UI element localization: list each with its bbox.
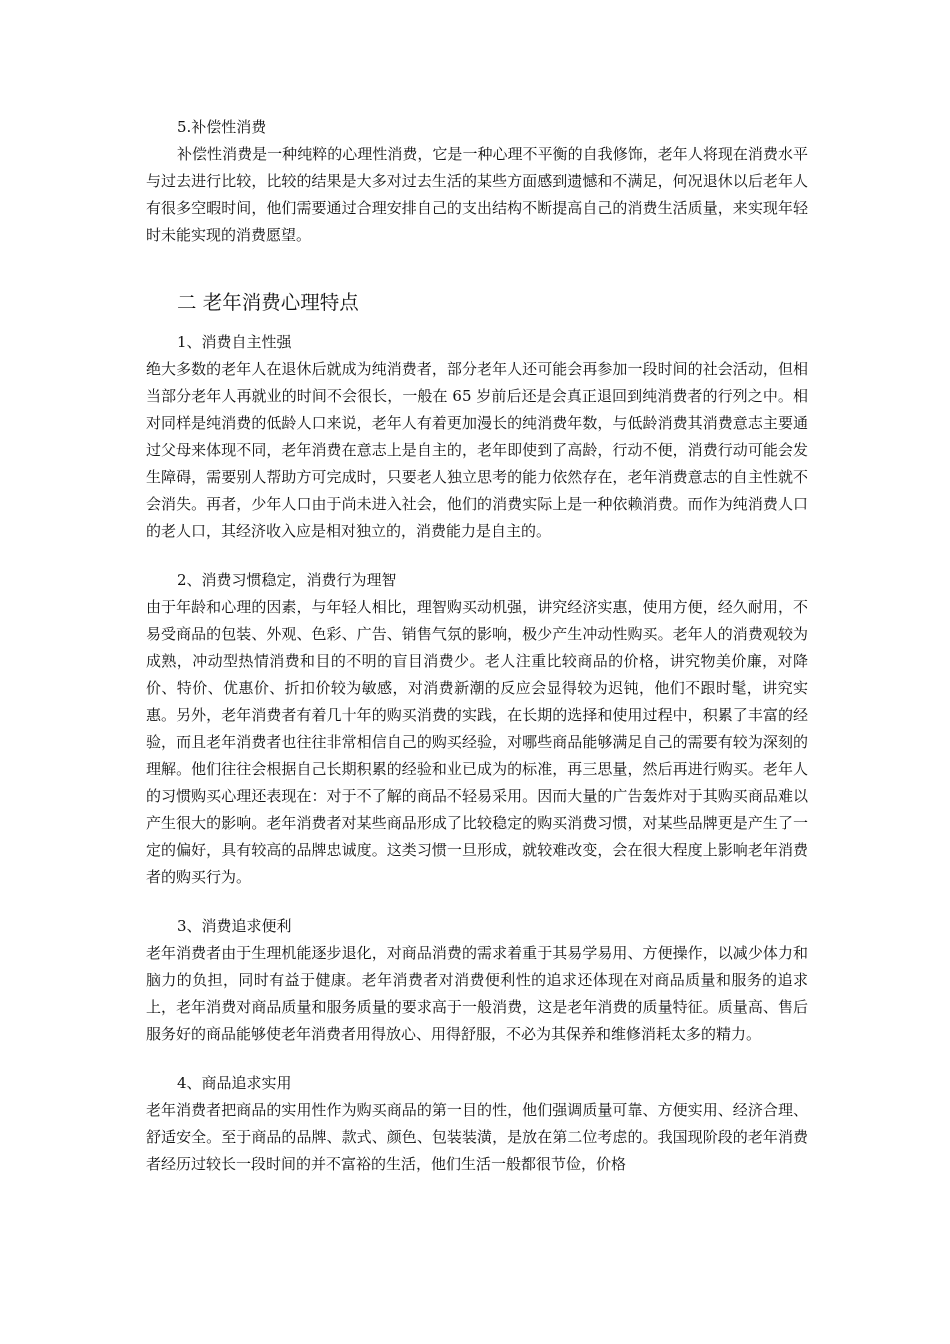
section-5-paragraph: 补偿性消费是一种纯粹的心理性消费，它是一种心理不平衡的自我修饰，老年人将现在消费水平与过去进行比较，比较的结果是大多对过去生活的某些方面感到遗憾和不满足，何况退休以后老年人有很多空暇时间，他们需要通过合理安排自己的支出结构不断提高自己的消费生活质量，来实现年轻时未能实现的消费愿望。 (146, 145, 808, 244)
item-1-paragraph: 绝大多数的老年人在退休后就成为纯消费者，部分老年人还可能会再参加一段时间的社会活动，但相当部分老年人再就业的时间不会很长，一般在 65 岁前后还是会真正退回到纯消费者的行列之中。相对同样是纯消费的低龄人口来说，老年人有着更加漫长的纯消费年数，与低龄消费其消费意志主要通过父母来体现不同，老年消费在意志上是自主的，老年即使到了高龄，行动不便，消费行动可能会发生障碍，需要别人帮助方可完成时，只要老人独立思考的能力依然存在，老年消费意志的自主性就不会消失。再者，少年人口由于尚未进入社会，他们的消费实际上是一种依赖消费。而作为纯消费人口的老人口，其经济收入应是相对独立的，消费能力是自主的。 (146, 360, 808, 540)
chapter-2-title: 二 老年消费心理特点 (177, 291, 359, 314)
section-5-heading: 5.补偿性消费 (177, 118, 267, 136)
item-3-heading: 3、消费追求便利 (177, 917, 292, 935)
document-body (146, 116, 808, 1178)
item-2-heading: 2、消费习惯稳定，消费行为理智 (177, 571, 397, 589)
item-4-paragraph: 老年消费者把商品的实用性作为购买商品的第一目的性，他们强调质量可靠、方便实用、经济合理、舒适安全。至于商品的品牌、款式、颜色、包装装潢，是放在第二位考虑的。我国现阶段的老年消费者经历过较长一段时间的并不富裕的生活，他们生活一般都很节俭，价格 (146, 1101, 808, 1173)
item-4-heading: 4、商品追求实用 (177, 1074, 292, 1092)
item-3-paragraph: 老年消费者由于生理机能逐步退化，对商品消费的需求着重于其易学易用、方便操作，以减少体力和脑力的负担，同时有益于健康。老年消费者对消费便利性的追求还体现在对商品质量和服务的追求上，老年消费对商品质量和服务质量的要求高于一般消费，这是老年消费的质量特征。质量高、售后服务好的商品能够使老年消费者用得放心、用得舒服，不必为其保养和维修消耗太多的精力。 (146, 944, 808, 1043)
item-2-paragraph: 由于年龄和心理的因素，与年轻人相比，理智购买动机强，讲究经济实惠，使用方便，经久耐用，不易受商品的包装、外观、色彩、广告、销售气氛的影响，极少产生冲动性购买。老年人的消费观较为成熟，冲动型热情消费和目的不明的盲目消费少。老人注重比较商品的价格，讲究物美价廉，对降价、特价、优惠价、折扣价较为敏感，对消费新潮的反应会显得较为迟钝，他们不跟时髦，讲究实惠。另外，老年消费者有着几十年的购买消费的实践，在长期的选择和使用过程中，积累了丰富的经验，而且老年消费者也往往非常相信自己的购买经验，对哪些商品能够满足自己的需要有较为深刻的理解。他们往往会根据自己长期积累的经验和业已成为的标准，再三思量，然后再进行购买。老年人的习惯购买心理还表现在：对于不了解的商品不轻易采用。因而大量的广告轰炸对于其购买商品难以产生很大的影响。老年消费者对某些商品形成了比较稳定的购买消费习惯，对某些品牌更是产生了一定的偏好，具有较高的品牌忠诚度。这类习惯一旦形成，就较难改变，会在很大程度上影响老年消费者的购买行为。 (146, 598, 808, 886)
item-1-heading: 1、消费自主性强 (177, 333, 292, 351)
